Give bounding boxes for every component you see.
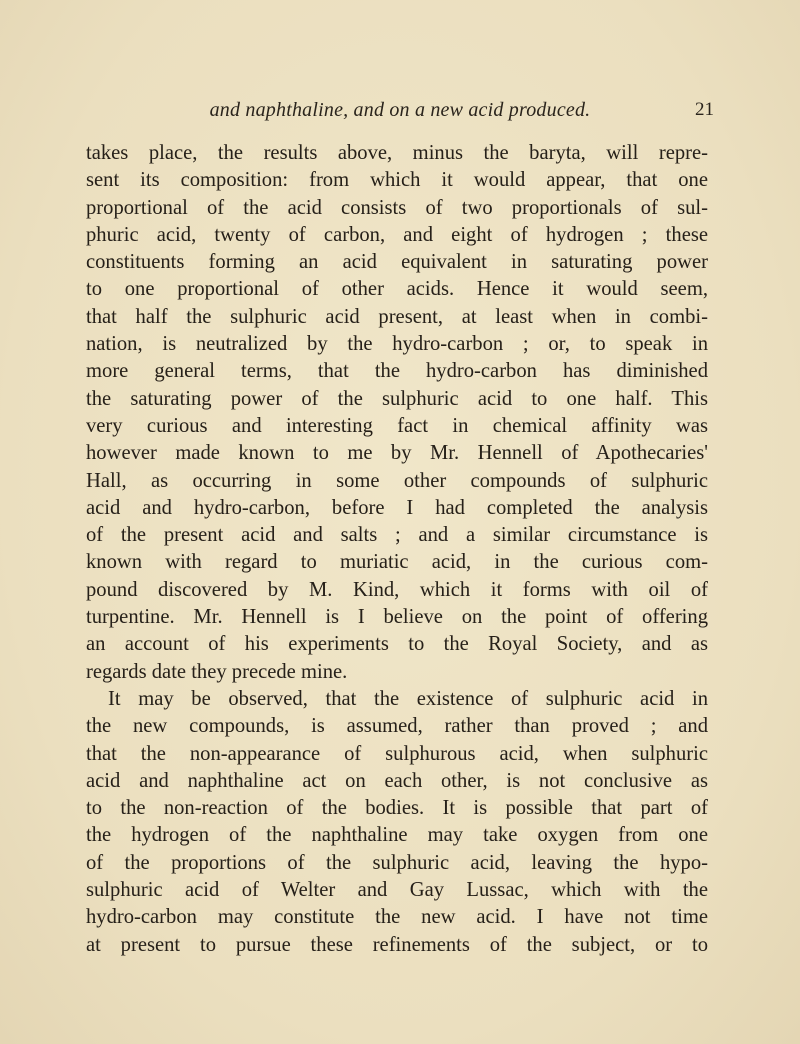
paragraph-end-line: regards date they precede mine.	[86, 660, 348, 683]
text-line: takes place, the results above, minus the baryta, will repre-	[86, 142, 708, 164]
text-line: the new compounds, is assumed, rather than proved ; and	[86, 715, 708, 738]
body-text	[86, 140, 708, 959]
text-line: sulphuric acid of Welter and Gay Lussac, which with the	[86, 879, 708, 902]
text-line: very curious and interesting fact in chemical affinity was	[86, 414, 708, 437]
text-line: turpentine. Mr. Hennell is I believe on the point of offering	[86, 606, 708, 629]
text-line: hydro-carbon may constitute the new acid. I have not time	[86, 906, 708, 929]
text-line: known with regard to muriatic acid, in the curious com-	[86, 551, 708, 574]
running-title: and naphthaline, and on a new acid produced.	[209, 99, 591, 121]
text-line: the saturating power of the sulphuric acid to one half. This	[86, 387, 708, 410]
text-line: proportional of the acid consists of two proportionals of sul-	[86, 196, 708, 219]
running-head	[0, 99, 800, 125]
text-line: pound discovered by M. Kind, which it forms with oil of	[86, 578, 708, 601]
text-line: that the non-appearance of sulphurous acid, when sulphuric	[86, 742, 708, 765]
text-line: however made known to me by Mr. Hennell of Apothecaries'	[86, 442, 708, 465]
text-line: the hydrogen of the naphthaline may take oxygen from one	[86, 824, 708, 847]
text-line: nation, is neutralized by the hydro-carbon ; or, to speak in	[86, 333, 708, 356]
text-line: to one proportional of other acids. Hence it would seem,	[86, 278, 708, 301]
text-line: acid and hydro-carbon, before I had completed the analysis	[86, 496, 708, 519]
text-line: sent its composition: from which it would appear, that one	[86, 169, 708, 192]
text-line: Hall, as occurring in some other compounds of sulphuric	[86, 469, 708, 492]
paragraph-start-line: It may be observed, that the existence of sulphuric acid in	[108, 687, 708, 710]
text-line: to the non-reaction of the bodies. It is possible that part of	[86, 797, 708, 820]
text-line: of the present acid and salts ; and a similar circumstance is	[86, 524, 708, 547]
text-line: that half the sulphuric acid present, at least when in combi-	[86, 305, 708, 328]
page-number: 21	[695, 99, 714, 120]
text-line: of the proportions of the sulphuric acid, leaving the hypo-	[86, 851, 708, 874]
text-line: an account of his experiments to the Royal Society, and as	[86, 633, 708, 656]
text-line: acid and naphthaline act on each other, is not conclusive as	[86, 769, 708, 792]
text-line: constituents forming an acid equivalent in saturating power	[86, 251, 708, 274]
text-line: at present to pursue these refinements of the subject, or to	[86, 933, 708, 956]
text-line: more general terms, that the hydro-carbon has diminished	[86, 360, 708, 383]
text-line: phuric acid, twenty of carbon, and eight of hydrogen ; these	[86, 223, 708, 246]
